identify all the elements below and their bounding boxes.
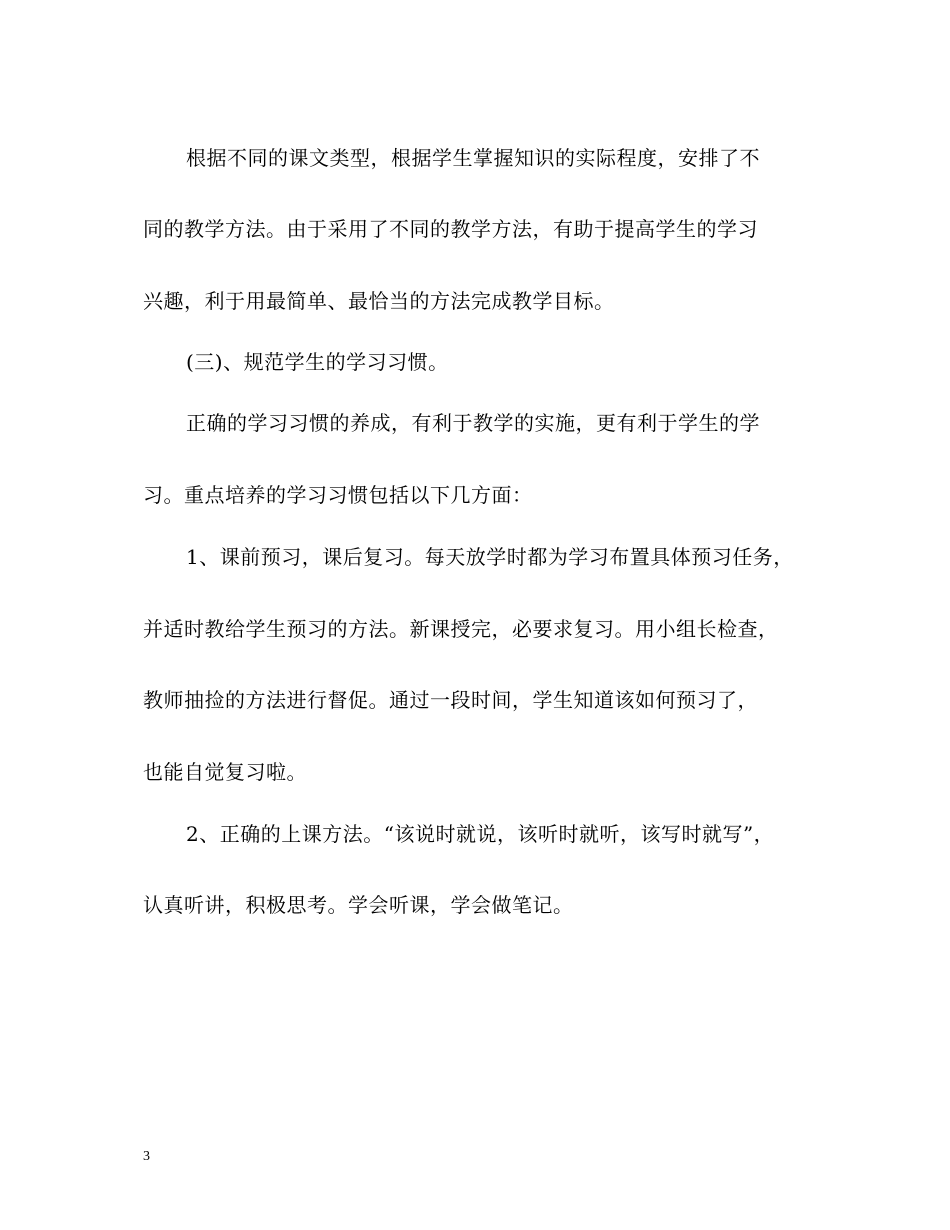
list-item-line: 并适时教给学生预习的方法。新课授完，必要求复习。用小组长检查， <box>143 617 779 641</box>
page-number: 3 <box>143 1149 150 1164</box>
paragraph-line: 同的教学方法。由于采用了不同的教学方法，有助于提高学生的学习 <box>143 217 758 241</box>
paragraph-line: 根据不同的课文类型，根据学生掌握知识的实际程度，安排了不 <box>186 146 760 170</box>
paragraph-line: 习。重点培养的学习习惯包括以下几方面： <box>143 483 533 507</box>
list-item-line: 认真听讲，积极思考。学会听课，学会做笔记。 <box>143 893 574 917</box>
list-item-line: 教师抽捡的方法进行督促。通过一段时间，学生知道该如何预习了， <box>143 688 758 712</box>
section-heading: (三)、规范学生的学习习惯。 <box>186 350 449 374</box>
list-item-line: 2、正确的上课方法。“该说时就说，该听时就听，该写时就写”， <box>186 822 775 846</box>
list-item-line: 1、课前预习，课后复习。每天放学时都为学习布置具体预习任务， <box>186 545 794 569</box>
paragraph-line: 兴趣，利于用最简单、最恰当的方法完成教学目标。 <box>143 289 615 313</box>
list-item-line: 也能自觉复习啦。 <box>143 760 307 784</box>
paragraph-line: 正确的学习习惯的养成，有利于教学的实施，更有利于学生的学 <box>186 411 760 435</box>
